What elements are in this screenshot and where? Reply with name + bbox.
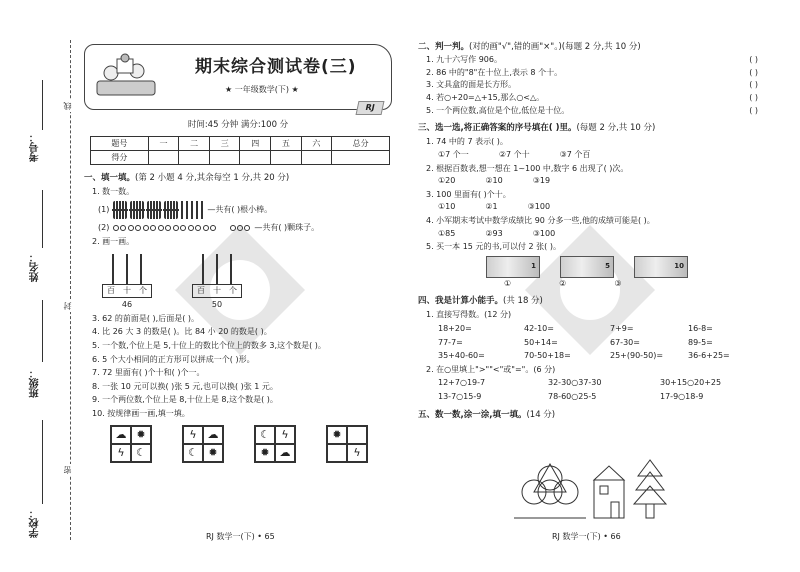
empty-cell[interactable] [327, 444, 347, 462]
s4-q2: 2. 在○里填上">""<"或"="。(6 分) [426, 364, 556, 374]
calc-item[interactable]: 18+20= [438, 324, 472, 334]
bead [230, 225, 236, 231]
option[interactable]: ①7 个一 [438, 149, 469, 159]
score-cell: 总分 [332, 137, 390, 151]
bead [113, 225, 119, 231]
bead [237, 225, 243, 231]
calc-item[interactable]: 36-6+25= [688, 351, 730, 361]
score-cell: 得分 [91, 151, 149, 165]
compare-item[interactable]: 13-7○15-9 [438, 392, 482, 402]
mark-seal: 封 [63, 302, 72, 310]
school-label: 学校： [30, 508, 41, 538]
time-score-line: 时间:45 分钟 满分:100 分 [187, 120, 289, 130]
option[interactable]: ②10 [485, 176, 503, 186]
section5-heading: 五、数一数,涂一涂,填一填。 [418, 409, 527, 420]
score-cell: 五 [271, 137, 302, 151]
beads-illustration [113, 225, 250, 231]
class-label: 班级： [30, 368, 41, 398]
footer-right: RJ 数学一(下) • 66 [552, 532, 621, 541]
footer-left: RJ 数学一(下) • 65 [206, 532, 275, 541]
single-stick [196, 201, 198, 219]
exam-no-label: 考号： [30, 132, 41, 162]
exam-no-line [42, 80, 43, 130]
option[interactable]: ②1 [485, 202, 498, 212]
s2-text: 5. 一个两位数,高位是个位,低位是十位。 [426, 105, 570, 115]
banknote-label: ① [504, 278, 512, 288]
compare-item[interactable]: 12+7○19-7 [438, 378, 486, 388]
bead-ring [158, 225, 171, 231]
s1-q1b-prefix: (2) [98, 222, 110, 232]
lightning-icon: ϟ [347, 444, 367, 462]
bead-ring [143, 225, 156, 231]
mark-secret: 密 [63, 466, 72, 474]
answer-paren[interactable]: ( ) [749, 92, 758, 102]
sun-icon: ✹ [131, 426, 151, 444]
s3-q2-options [418, 176, 758, 186]
option[interactable]: ②7 个十 [498, 149, 530, 159]
answer-paren[interactable]: ( ) [749, 80, 758, 90]
s2-item-2 [418, 68, 758, 78]
score-cell: 二 [179, 137, 210, 151]
bead-ring [128, 225, 141, 231]
stick-bundles-illustration [113, 201, 203, 219]
single-stick [181, 201, 183, 219]
sun-icon: ✹ [255, 444, 275, 462]
bead-ring [173, 225, 186, 231]
score-cell-input[interactable] [209, 151, 240, 165]
abacus-label: 百 [197, 286, 205, 296]
calc-item[interactable]: 50+14= [524, 337, 558, 347]
name-line [42, 190, 43, 248]
binding-margin [0, 0, 82, 572]
single-stick [191, 201, 193, 219]
s2-text: 3. 文具盒的面是长方形。 [426, 80, 517, 90]
s2-text: 4. 若○+20=△+15,那么○<△。 [426, 92, 545, 102]
s2-item-3 [418, 80, 758, 90]
stick-bundle [130, 201, 144, 219]
cloud-icon: ☁ [111, 426, 131, 444]
bead-ring [113, 225, 126, 231]
abacus-label: 十 [213, 286, 221, 296]
moon-icon: ☾ [131, 444, 151, 462]
page-right [418, 38, 758, 420]
rj-badge: RJ [356, 101, 385, 115]
sun-icon: ✹ [327, 426, 347, 444]
s2-item-5 [418, 106, 758, 116]
lightning-icon: ϟ [183, 426, 203, 444]
abacus-value: 50 [211, 300, 223, 310]
s1-q8: 8. 一张 10 元可以换( )张 5 元,也可以换( )张 1 元。 [92, 381, 278, 391]
shapes-figure[interactable] [510, 458, 680, 520]
section2-note: (对的画"√",错的画"×"。)(每题 2 分,共 10 分) [469, 42, 641, 52]
section2-heading: 二、判一判。 [418, 42, 470, 52]
score-cell-input[interactable] [332, 151, 390, 165]
bead [188, 225, 194, 231]
s2-text: 2. 86 中的"8"在十位上,表示 8 个十。 [426, 67, 563, 77]
s3-q4: 4. 小军期末考试中数学成绩比 90 分多一些,他的成绩可能是( )。 [426, 215, 655, 225]
abacus-value: 46 [121, 300, 133, 310]
calc-item[interactable]: 25+(90-50)= [610, 351, 664, 361]
class-line [42, 300, 43, 362]
option[interactable]: ③7 个百 [559, 149, 591, 159]
s1-q1a-prefix: (1) [98, 205, 110, 215]
bead-ring [188, 225, 201, 231]
exam-subtitle: ★ 一年级数学(下) ★ [225, 85, 299, 94]
calc-item[interactable]: 35+40-60= [438, 351, 485, 361]
bead [150, 225, 156, 231]
abacus-50[interactable] [192, 250, 242, 298]
sun-icon: ✹ [203, 444, 223, 462]
calc-item[interactable]: 70-50+18= [524, 351, 571, 361]
s3-q3-options [418, 202, 758, 212]
cloud-icon: ☁ [203, 426, 223, 444]
bead-loose [230, 225, 250, 231]
s3-q2: 2. 根据百数表,想一想在 1~100 中,数字 6 出现了( )次。 [426, 163, 629, 173]
single-stick [186, 201, 188, 219]
option[interactable]: ③100 [527, 202, 551, 212]
s4-q1: 1. 直接写得数。(12 分) [426, 310, 512, 320]
bead [180, 225, 186, 231]
compare-grid [418, 378, 758, 401]
section1-note: (第 2 小题 4 分,其余每空 1 分,共 20 分) [135, 173, 290, 184]
score-table [90, 136, 390, 165]
calc-item[interactable]: 89-5= [688, 337, 713, 347]
calc-grid [418, 324, 758, 361]
bead [173, 225, 179, 231]
answer-paren[interactable]: ( ) [749, 67, 758, 77]
section4-heading: 四、我是计算小能手。 [418, 296, 504, 307]
s3-q3: 3. 100 里面有( )个十。 [426, 189, 511, 199]
s1-q1a-text: —共有( )根小棒。 [207, 205, 273, 215]
s1-q2: 2. 画一画。 [92, 236, 135, 246]
page-left [84, 38, 392, 463]
banknote-value: 10 [674, 262, 684, 271]
calc-item[interactable]: 42-10= [524, 324, 554, 334]
abacus-46[interactable] [102, 250, 152, 298]
stick-bundle [147, 201, 161, 219]
calc-item[interactable]: 77-7= [438, 337, 463, 347]
bead [158, 225, 164, 231]
s1-q5: 5. 一个数,个位上是 5,十位上的数比个位上的数多 3,这个数是( )。 [92, 340, 326, 350]
score-cell: 六 [301, 137, 332, 151]
section4-title [418, 296, 758, 306]
option[interactable]: ①85 [438, 228, 456, 238]
score-cell: 三 [209, 137, 240, 151]
section3-title [418, 123, 758, 133]
s3-q5: 5. 买一本 15 元的书,可以付 2 张( )。 [426, 242, 561, 252]
banknote-1[interactable] [486, 256, 540, 278]
score-cell-input[interactable] [179, 151, 210, 165]
banknote-10[interactable] [634, 256, 688, 278]
compare-item[interactable]: 17-9○18-9 [660, 392, 704, 402]
section2-title [418, 42, 758, 52]
banknotes [418, 256, 758, 278]
banknote-value: 1 [531, 262, 536, 271]
title-banner [84, 44, 392, 110]
s2-item-4 [418, 93, 758, 103]
exam-title: 期末综合测试卷(三) [195, 57, 357, 77]
s3-q4-options [418, 229, 758, 239]
s1-q1b [84, 223, 392, 233]
compare-item[interactable]: 78-60○25-5 [548, 392, 597, 402]
option[interactable]: ①20 [438, 176, 456, 186]
moon-icon: ☾ [255, 426, 275, 444]
bead [128, 225, 134, 231]
cloud-icon: ☁ [275, 444, 295, 462]
pattern-grid-3 [254, 425, 296, 463]
s1-q1a [84, 201, 392, 219]
house-figure [594, 466, 624, 518]
s3-q1-options [418, 150, 758, 160]
s2-item-1 [418, 55, 758, 65]
section5-note: (14 分) [526, 409, 556, 420]
stick-bundle [164, 201, 178, 219]
bead [143, 225, 149, 231]
bead [165, 225, 171, 231]
compare-item[interactable]: 30+15○20+25 [660, 378, 722, 388]
abacus-row [84, 250, 392, 310]
section5-title [418, 410, 758, 420]
bead [203, 225, 209, 231]
tree-figure [634, 460, 666, 518]
empty-cell[interactable] [347, 426, 367, 444]
abacus-label: 个 [139, 286, 147, 296]
section1-title [84, 173, 392, 183]
banknote-label: ③ [614, 278, 622, 288]
section1-heading: 一、填一填。 [84, 173, 136, 184]
s1-q10: 10. 按规律画一画,填一填。 [92, 408, 190, 418]
calc-item[interactable]: 16-8= [688, 324, 713, 334]
section3-heading: 三、选一选,将正确答案的序号填在( )里。 [418, 123, 577, 134]
school-line [42, 420, 43, 504]
abacus-label: 个 [229, 286, 237, 296]
s1-q6: 6. 5 个大小相同的正方形可以拼成一个( )形。 [92, 354, 255, 364]
s3-q1: 1. 74 中的 7 表示( )。 [426, 137, 508, 147]
option[interactable]: ②93 [485, 228, 503, 238]
bead [120, 225, 126, 231]
s1-q7: 7. 72 里面有( )个十和( )个一。 [92, 368, 205, 378]
bead [135, 225, 141, 231]
answer-paren[interactable]: ( ) [749, 105, 758, 115]
name-label: 姓名： [30, 252, 41, 282]
moon-icon: ☾ [183, 444, 203, 462]
circles-triangle-figure [514, 464, 586, 518]
lightning-icon: ϟ [111, 444, 131, 462]
pattern-grid-1 [110, 425, 152, 463]
pattern-grid-2 [182, 425, 224, 463]
pattern-grid-4[interactable] [326, 425, 368, 463]
lightning-icon: ϟ [275, 426, 295, 444]
section4-note: (共 18 分) [503, 296, 543, 307]
bead [210, 225, 216, 231]
score-table-score-row [91, 151, 390, 165]
single-stick [201, 201, 203, 219]
score-cell: 四 [240, 137, 271, 151]
calc-item[interactable]: 7+9= [610, 324, 634, 334]
compare-item[interactable]: 32-30○37-30 [548, 378, 602, 388]
bead [195, 225, 201, 231]
banknote-label: ② [559, 278, 567, 288]
kids-reading-illustration [93, 53, 159, 101]
s2-text: 1. 九十六写作 906。 [426, 55, 502, 65]
s1-q9: 9. 一个两位数,个位上是 8,十位上是 8,这个数是( )。 [92, 395, 278, 405]
score-table-header-row [91, 137, 390, 151]
banknote-value: 5 [605, 262, 610, 271]
option[interactable]: ③100 [532, 228, 556, 238]
score-cell: 一 [148, 137, 179, 151]
banknote-5[interactable] [560, 256, 614, 278]
option[interactable]: ①10 [438, 202, 456, 212]
s1-q4: 4. 比 26 大 3 的数是( )。比 84 小 20 的数是( )。 [92, 327, 272, 337]
s1-q1b-text: —共有( )颗珠子。 [254, 222, 320, 232]
mark-line: 线 [63, 102, 72, 110]
score-cell: 题号 [91, 137, 149, 151]
s1-q1: 1. 数一数。 [92, 187, 135, 197]
s1-q3: 3. 62 的前面是( ),后面是( )。 [92, 313, 200, 323]
abacus-50-wrap [192, 250, 242, 310]
score-cell-input[interactable] [271, 151, 302, 165]
score-cell-input[interactable] [240, 151, 271, 165]
score-cell-input[interactable] [148, 151, 179, 165]
pattern-grids [84, 425, 392, 463]
calc-item[interactable]: 67-30= [610, 337, 640, 347]
abacus-label: 百 [107, 286, 115, 296]
bead [244, 225, 250, 231]
stick-bundle [113, 201, 127, 219]
section3-note: (每题 2 分,共 10 分) [576, 123, 656, 134]
score-cell-input[interactable] [301, 151, 332, 165]
abacus-46-wrap [102, 250, 152, 310]
banknote-labels [418, 279, 758, 289]
bead-ring [203, 225, 216, 231]
answer-paren[interactable]: ( ) [749, 55, 758, 65]
option[interactable]: ③19 [532, 176, 551, 186]
abacus-label: 十 [123, 286, 131, 296]
